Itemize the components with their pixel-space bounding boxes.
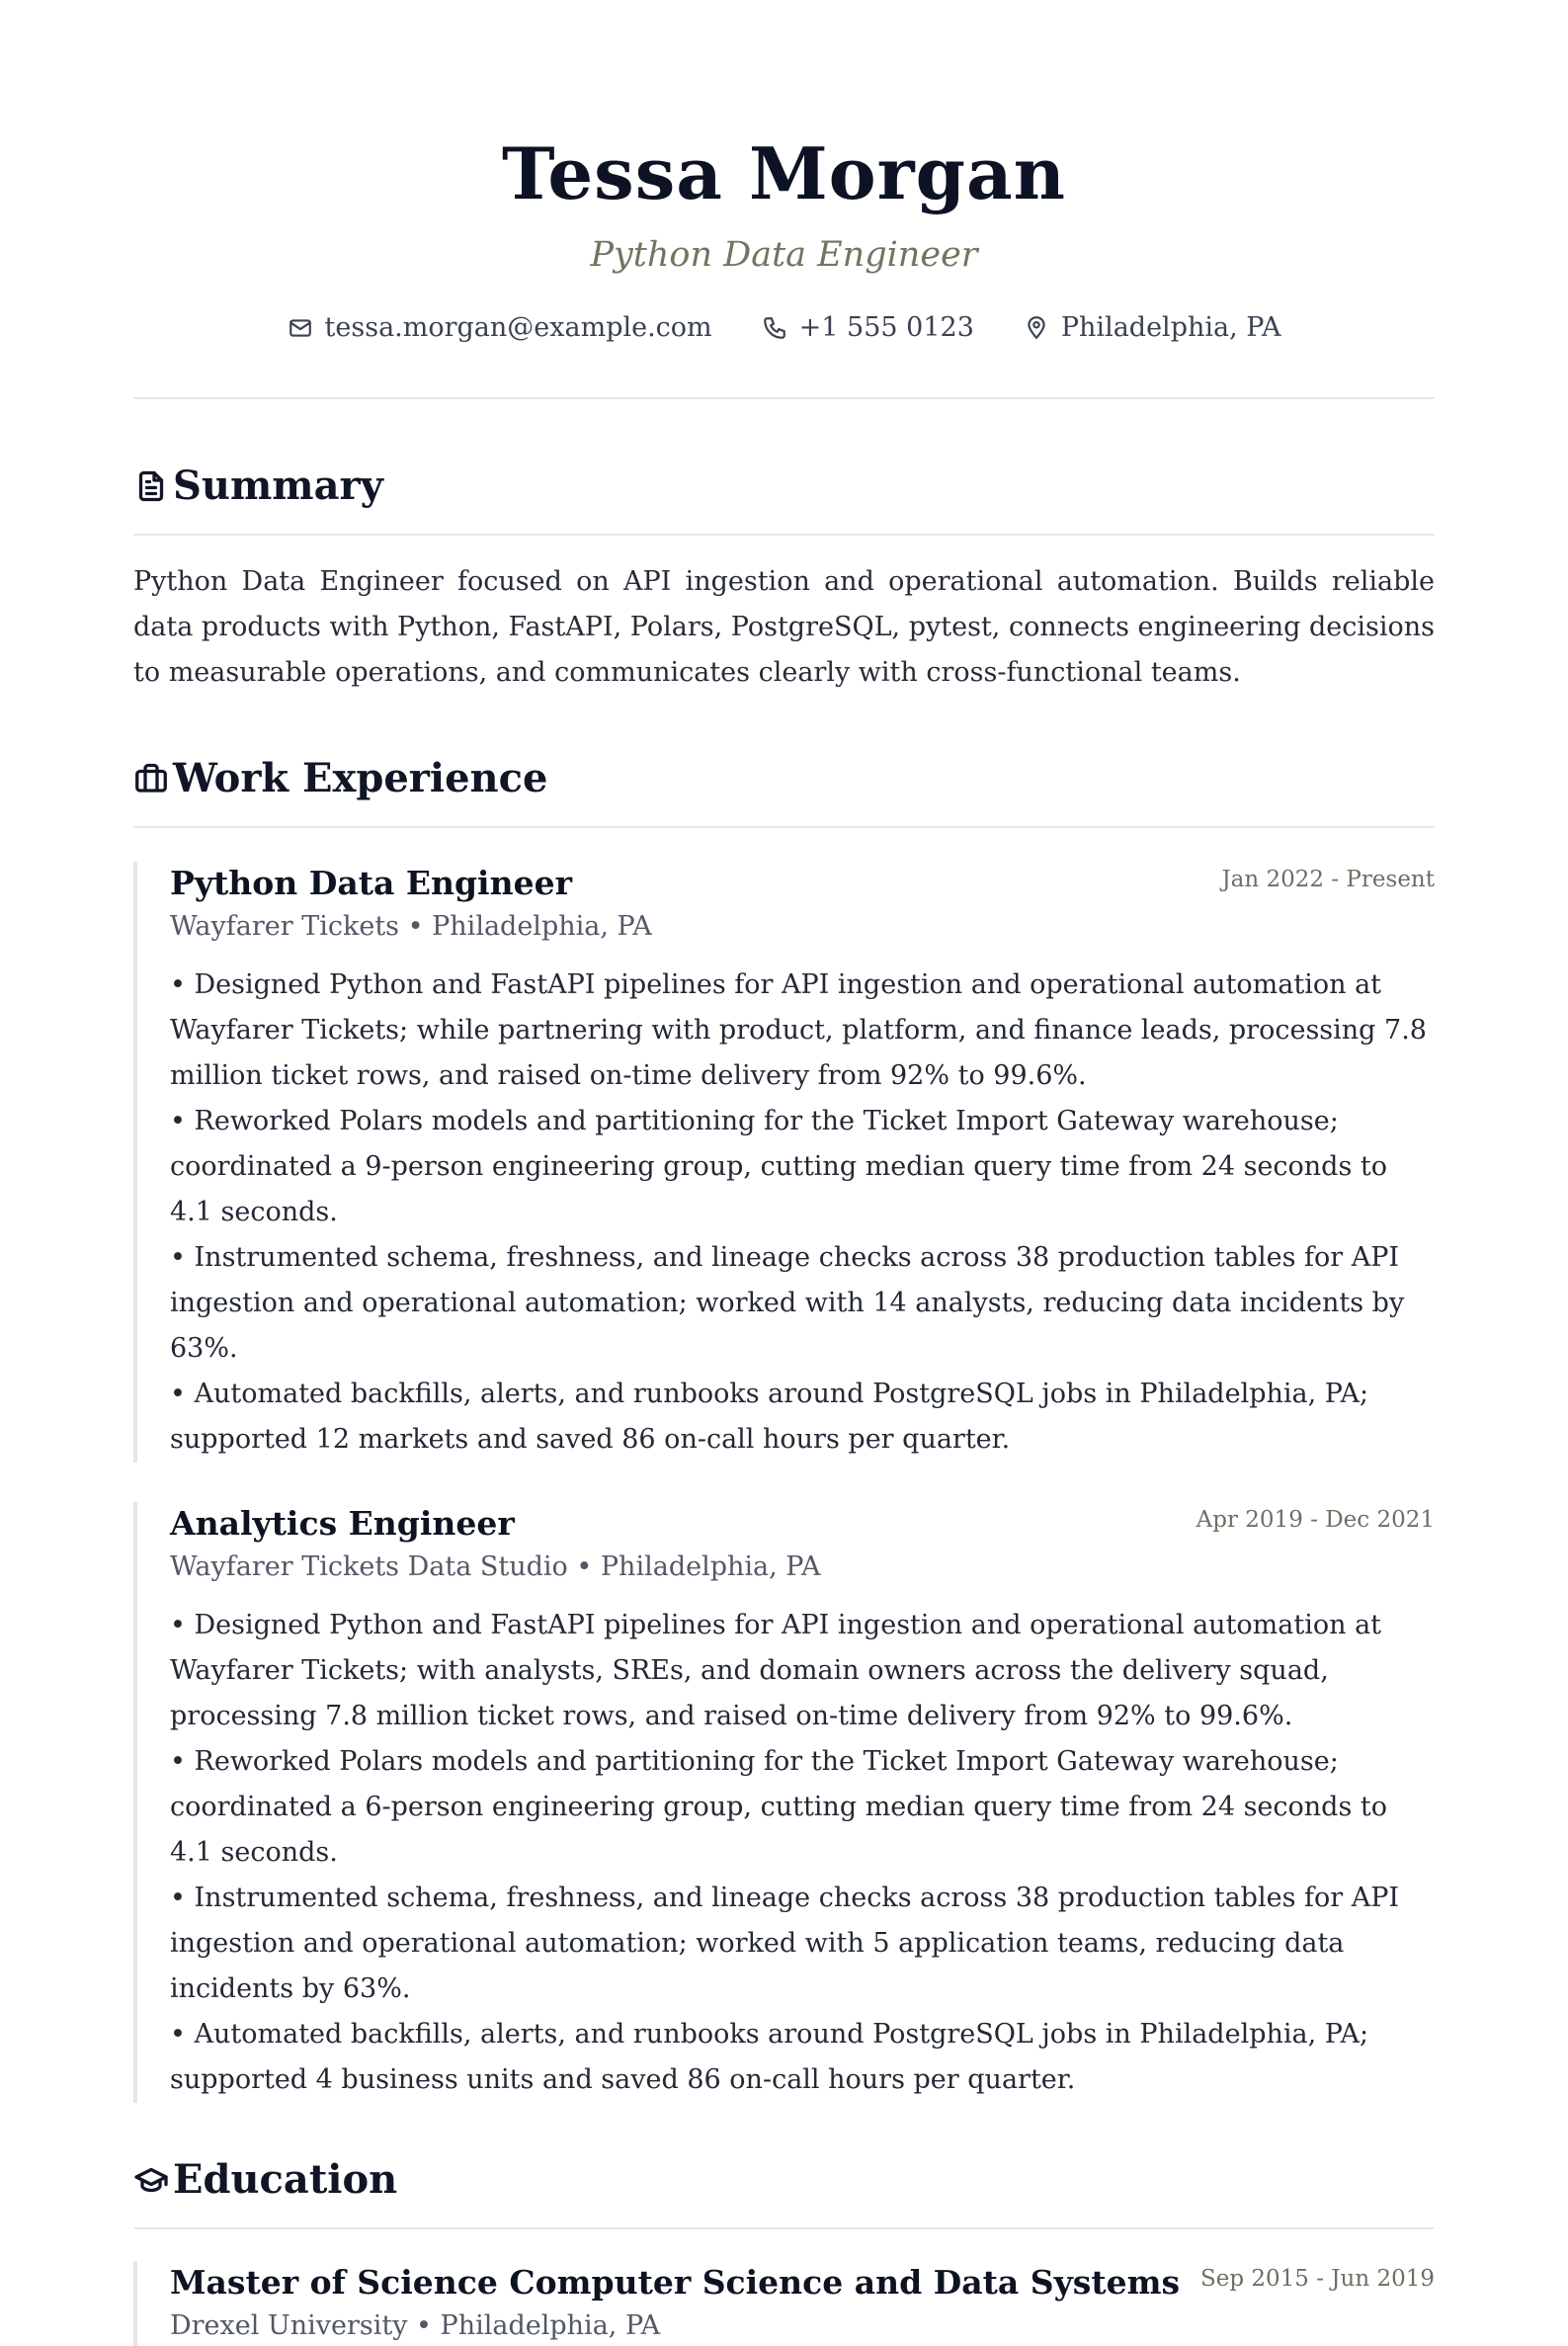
contact-location	[1024, 310, 1281, 346]
experience-section	[133, 753, 1435, 2103]
education-heading	[133, 2154, 1435, 2206]
document-icon	[133, 468, 169, 504]
experience-heading	[133, 753, 1435, 804]
phone-icon	[762, 315, 787, 341]
job-header	[170, 1502, 1435, 1546]
job-title: Analytics Engineer	[170, 1504, 515, 1543]
job-bullets	[170, 963, 1435, 1463]
job-date: Jan 2022 - Present	[1221, 867, 1435, 892]
job-title: Python Data Engineer	[170, 864, 572, 902]
mail-icon	[288, 315, 313, 341]
summary-divider	[133, 534, 1435, 536]
job-bullet: • Instrumented schema, freshness, and lineage checks across 38 production tables for API ingestion and operational automation; worked with 14 analysts, reducing data incidents by 63%.	[170, 1242, 1405, 1364]
graduation-cap-icon	[133, 2162, 169, 2198]
job-bullet: • Designed Python and FastAPI pipelines for API ingestion and operational automation at Wayfarer Tickets; while partnering with product, platform, and finance leads, processing 7.8 million ticket rows, and raised on-time delivery from 92% to 99.6%.	[170, 969, 1427, 1091]
header-divider	[133, 397, 1435, 399]
summary-text: Python Data Engineer focused on API ingestion and operational automation. Builds reliable data products with Python, FastAPI, Polars, PostgreSQL, pytest, connects engineering decisions to measurable operations, and communicates clearly with cross-functional teams.	[133, 566, 1435, 688]
email-text: tessa.morgan@example.com	[324, 312, 712, 343]
education-divider	[133, 2227, 1435, 2229]
job-entry	[133, 862, 1435, 1463]
phone-text: +1 555 0123	[798, 312, 974, 343]
briefcase-icon	[133, 761, 169, 796]
job-bullets	[170, 1603, 1435, 2103]
education-heading-text: Education	[173, 2156, 398, 2203]
job-bullet: • Instrumented schema, freshness, and lineage checks across 38 production tables for API ingestion and operational automation; worked with 5 application teams, reducing data incidents by 63%.	[170, 1883, 1400, 2004]
job-date: Apr 2019 - Dec 2021	[1196, 1507, 1435, 1533]
job-bullet: • Designed Python and FastAPI pipelines for API ingestion and operational automation at Wayfarer Tickets; with analysts, SREs, and domain owners across the delivery squad, processing 7.8 million ticket rows, and raised on-time delivery from 92% to 99.6%.	[170, 1610, 1382, 1731]
degree-title: Master of Science Computer Science and Data Systems	[170, 2263, 1181, 2302]
contact-row	[133, 310, 1435, 346]
education-section	[133, 2154, 1435, 2346]
resume-header	[133, 0, 1435, 346]
education-header	[170, 2261, 1435, 2304]
job-header	[170, 862, 1435, 905]
candidate-name: Tessa Morgan	[502, 131, 1066, 215]
job-company: Wayfarer Tickets • Philadelphia, PA	[170, 911, 652, 942]
experience-divider	[133, 826, 1435, 828]
contact-email[interactable]	[288, 310, 712, 346]
location-text: Philadelphia, PA	[1060, 312, 1281, 343]
job-bullet: • Automated backfills, alerts, and runbooks around PostgreSQL jobs in Philadelphia, PA; supported 4 business units and saved 86 on-call hours per quarter.	[170, 2019, 1369, 2095]
summary-heading-text: Summary	[173, 462, 383, 509]
map-pin-icon	[1024, 315, 1049, 341]
job-bullet: • Reworked Polars models and partitioning for the Ticket Import Gateway warehouse; coordinated a 9-person engineering group, cutting median query time from 24 seconds to 4.1 seconds.	[170, 1106, 1388, 1227]
job-bullet: • Reworked Polars models and partitioning for the Ticket Import Gateway warehouse; coordinated a 6-person engineering group, cutting median query time from 24 seconds to 4.1 seconds.	[170, 1746, 1388, 1868]
education-entry	[133, 2261, 1435, 2346]
candidate-title: Python Data Engineer	[590, 235, 978, 275]
contact-phone[interactable]	[762, 310, 974, 346]
summary-section	[133, 461, 1435, 696]
job-bullet: • Automated backfills, alerts, and runbooks around PostgreSQL jobs in Philadelphia, PA; supported 12 markets and saved 86 on-call hours per quarter.	[170, 1379, 1369, 1455]
summary-heading	[133, 461, 1435, 512]
school-name: Drexel University • Philadelphia, PA	[170, 2310, 661, 2341]
experience-heading-text: Work Experience	[173, 755, 548, 801]
education-date: Sep 2015 - Jun 2019	[1199, 2266, 1435, 2292]
job-company: Wayfarer Tickets Data Studio • Philadelphia, PA	[170, 1551, 821, 1582]
job-entry	[133, 1502, 1435, 2103]
